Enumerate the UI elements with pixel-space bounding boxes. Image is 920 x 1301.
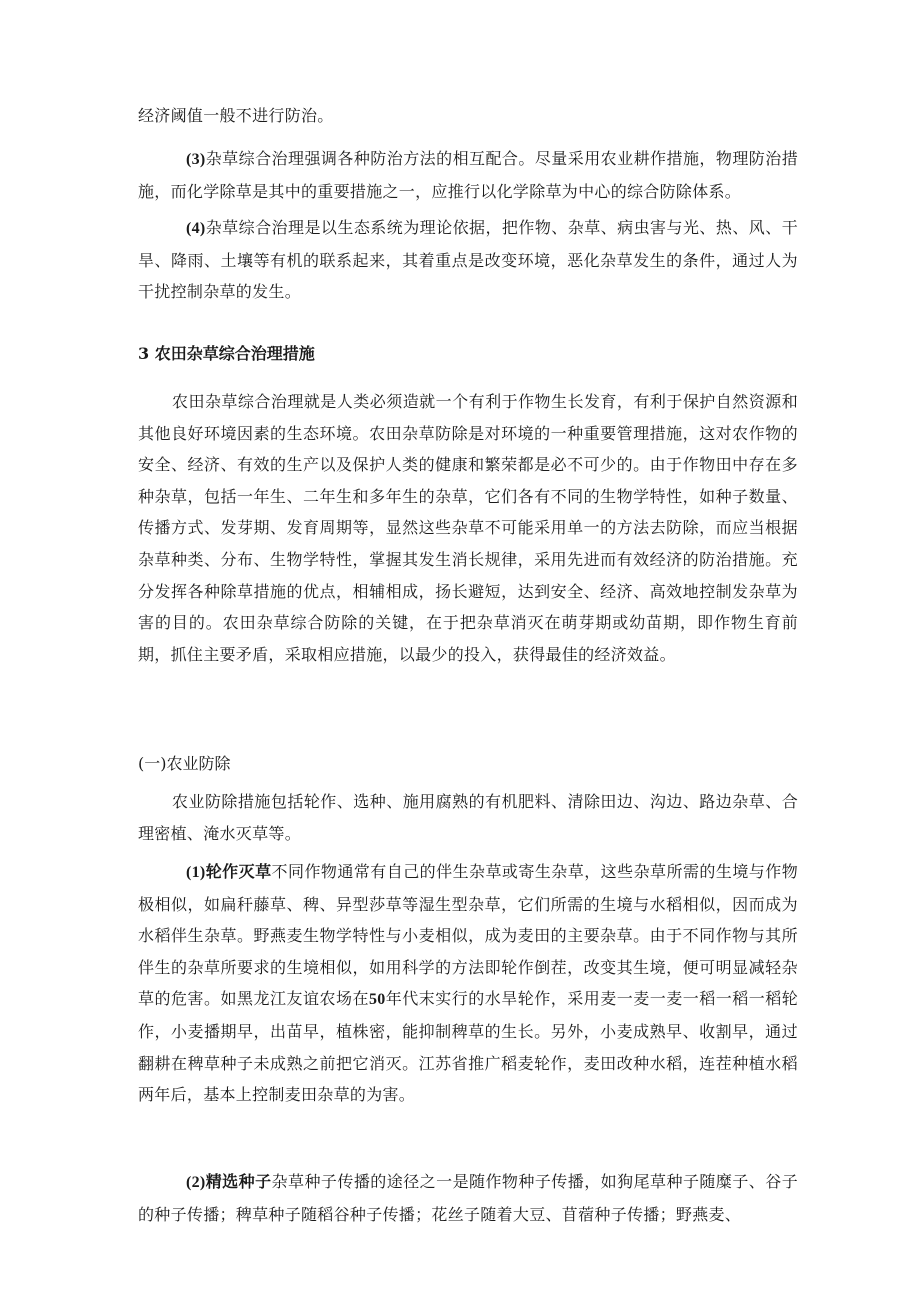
paragraph-item-4 xyxy=(138,212,798,308)
paragraph-text: 经济阈值一般不进行防治。 xyxy=(138,106,334,125)
item-title: 轮作灭草 xyxy=(205,862,272,881)
paragraph-text: 杂草综合治理是以生态系统为理论依据，把作物、杂草、病虫害与光、热、风、干旱、降雨、土壤等有机的联系起来，其着重点是改变环境，恶化杂草发生的条件，通过人为干扰控制杂草的发生。 xyxy=(138,218,798,302)
paragraph-text: 杂草种子传播的途径之一是随作物种子传播，如狗尾草种子随糜子、谷子的种子传播；稗草种子随稻谷种子传播；花丝子随着大豆、苜蓿种子传播；野燕麦、 xyxy=(138,1172,798,1224)
paragraph-agri-measures xyxy=(138,786,798,849)
paragraph-continuation xyxy=(138,100,798,132)
item-title: 精选种子 xyxy=(205,1172,272,1191)
item-number: (4) xyxy=(186,220,206,237)
subsection-heading: (一)农业防除 xyxy=(138,754,231,773)
paragraph-text: 农业防除措施包括轮作、选种、施用腐熟的有机肥料、清除田边、沟边、路边杂草、合理密植、淹水灭草等。 xyxy=(138,792,798,843)
paragraph-text: 农田杂草综合治理就是人类必须造就一个有利于作物生长发育，有利于保护自然资源和其他良好环境因素的生态环境。农田杂草防除是对环境的一种重要管理措施，这对农作物的安全、经济、有效的生产以及保护人类的健康和繁荣都是必不可少的。由于作物田中存在多种杂草，包括一年生、二年生和多年生的杂草，它们各有不同的生物学特性，如种子数量、传播方式、发芽期、发育周期等，显然这些杂草不可能采用单一的方法去防除，而应当根据杂草种类、分布、生物学特性，掌握其发生消长规律，采用先进而有效经济的防治措施。充分发挥各种除草措施的优点，相辅相成，扬长避短，达到安全、经济、高效地控制发杂草为害的目的。农田杂草综合防除的关键，在于把杂草消灭在萌芽期或幼苗期，即作物生育前期，抓住主要矛盾，采取相应措施，以最少的投入，获得最佳的经济效益。 xyxy=(138,392,798,664)
section-heading: 3 农田杂草综合治理措施 xyxy=(138,344,315,363)
paragraph-item-3 xyxy=(138,143,798,207)
bold-number: 50 xyxy=(368,991,386,1009)
paragraph-text: 杂草综合治理强调各种防治方法的相互配合。尽量采用农业耕作措施，物理防治措施，而化学除草是其中的重要措施之一，应推行以化学除草为中心的综合防除体系。 xyxy=(138,149,798,201)
item-number: (3) xyxy=(186,151,206,168)
paragraph-text: 年代末实行的水旱轮作，采用麦一麦一麦一稻一稻一稻轮作，小麦播期早，出苗早，植株密，能抑制稗草的生长。另外，小麦成熟早、收割早，通过翻耕在稗草种子未成熟之前把它消灭。江苏省推广稻麦轮作，麦田改种水稻，连茬种植水稻两年后，基本上控制麦田杂草的为害。 xyxy=(138,989,798,1105)
paragraph-seed-selection xyxy=(138,1166,798,1230)
item-number: (2) xyxy=(186,1174,206,1191)
paragraph-intro xyxy=(138,386,798,670)
paragraph-text: 不同作物通常有自己的伴生杂草或寄生杂草，这些杂草所需的生境与作物极相似，如扁秆藤草、稗、异型莎草等湿生型杂草，它们所需的生境与水稻相似，因而成为水稻伴生杂草。野燕麦生物学特性与小麦相似，成为麦田的主要杂草。由于不同作物与其所伴生的杂草所要求的生境相似，如用科学的方法即轮作倒茬，改变其生境，便可明显减轻杂草的危害。如黑龙江友谊农场在 xyxy=(138,862,798,1009)
item-number: (1) xyxy=(186,864,206,881)
paragraph-crop-rotation xyxy=(138,856,798,1111)
